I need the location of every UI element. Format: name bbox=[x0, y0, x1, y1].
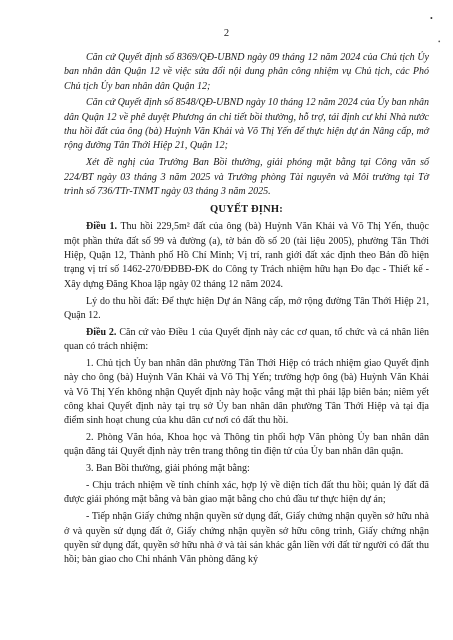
article-1-text: Thu hồi 229,5m² đất của ông (bà) Huỳnh Văn Khải và Võ Thị Yến, thuộc một phần thửa đất số 99 và đường (a), tờ bản đồ số 20 (tài liệu 2005), phường Tân Thới Hiệp, Quận 12, Thành phố Hồ Chí Minh; Vị trí, ranh giới đất xác định theo Bản đồ hiện trạng vị trí số 1462-270/ĐĐBĐ-ĐK do Công ty Trách nhiệm hữu hạn Đo đạc - Thiết kế - Xây dựng Đăng Khoa lập ngày 02 tháng 12 năm 2024. bbox=[64, 221, 429, 290]
article-2-text: Căn cứ vào Điều 1 của Quyết định này các cơ quan, tổ chức và cá nhân liên quan có trách nhiệm: bbox=[64, 326, 430, 353]
article-2-item: 2. Phòng Văn hóa, Khoa học và Thông tin phối hợp Văn phòng Ủy ban nhân dân quận đăng tải Quyết định này trên trang thông tin điện tử của Ủy ban nhân dân quận. bbox=[64, 431, 429, 458]
article-2-paragraph bbox=[64, 326, 429, 355]
decision-title: QUYẾT ĐỊNH: bbox=[210, 204, 283, 216]
corner-mark: • bbox=[430, 14, 433, 23]
article-1-label: Điều 1. bbox=[86, 221, 118, 233]
edge-mark: • bbox=[438, 38, 441, 46]
article-2-item: - Chịu trách nhiệm về tính chính xác, hợp lý về diện tích đất thu hồi; quản lý đất đã được giải phóng mặt bằng và bàn giao mặt bằng cho chủ đầu tư thực hiện dự án; bbox=[64, 480, 429, 506]
article-2-label: Điều 2. bbox=[86, 326, 117, 338]
article-1-paragraph bbox=[64, 220, 429, 291]
recital-paragraph: Xét đề nghị của Trưởng Ban Bồi thường, giải phóng mặt bằng tại Công văn số 224/BT ngày 03 tháng 3 năm 2025 và Trưởng phòng Tài nguyên và Môi trường tại Tờ trình số 736/TTr-TNMT ngày 03 tháng 3 năm 2025. bbox=[64, 157, 429, 197]
article-2-item: - Tiếp nhận Giấy chứng nhận quyền sử dụng đất, Giấy chứng nhận quyền sở hữu nhà ở và quyền sử dụng đất ở, Giấy chứng nhận quyền sở hữu công trình, Giấy chứng nhận quyền sử dụng đất, quyền sở hữu nhà ở và tài sản khác gắn liền với đất từ người có đất thu hồi; bàn giao cho Chi nhánh Văn phòng đăng ký bbox=[64, 511, 429, 566]
recital-paragraph: Căn cứ Quyết định số 8369/QĐ-UBND ngày 09 tháng 12 năm 2024 của Chủ tịch Ủy ban nhân dân Quận 12 về việc sửa đổi nội dung phân công nhiệm vụ Chủ tịch, các Phó Chủ tịch Ủy ban nhân dân Quận 12; bbox=[64, 52, 429, 92]
article-2-item: 1. Chủ tịch Ủy ban nhân dân phường Tân Thới Hiệp có trách nhiệm giao Quyết định này cho ông (bà) Huỳnh Văn Khải và Võ Thị Yến; trường hợp ông (bà) Huỳnh Văn Khải và Võ Thị Yến không nhận Quyết định này hoặc vắng mặt thì phải lập biên bản; niêm yết công khai Quyết định này tại trụ sở Ủy ban nhân dân phường Tân Thới Hiệp và tại địa điểm sinh hoạt chung của khu dân cư nơi có đất thu hồi. bbox=[64, 357, 429, 427]
article-1-reason: Lý do thu hồi đất: Để thực hiện Dự án Nâng cấp, mở rộng đường Tân Thới Hiệp 21, Quận 12. bbox=[64, 295, 429, 321]
document-body bbox=[64, 51, 429, 570]
recital-paragraph: Căn cứ Quyết định số 8548/QĐ-UBND ngày 10 tháng 12 năm 2024 của Ủy ban nhân dân Quận 12 về phê duyệt Phương án chi tiết bồi thường, hỗ trợ, tái định cư khi Nhà nước thu hồi đất của ông (bà) Huỳnh Văn Khải và Võ Thị Yến để thực hiện dự án Nâng cấp, mở rộng đường Tân Thới Hiệp 21, Quận 12; bbox=[64, 97, 429, 152]
article-2-item: 3. Ban Bồi thường, giải phóng mặt bằng: bbox=[86, 463, 250, 475]
page-number: 2 bbox=[223, 28, 230, 39]
